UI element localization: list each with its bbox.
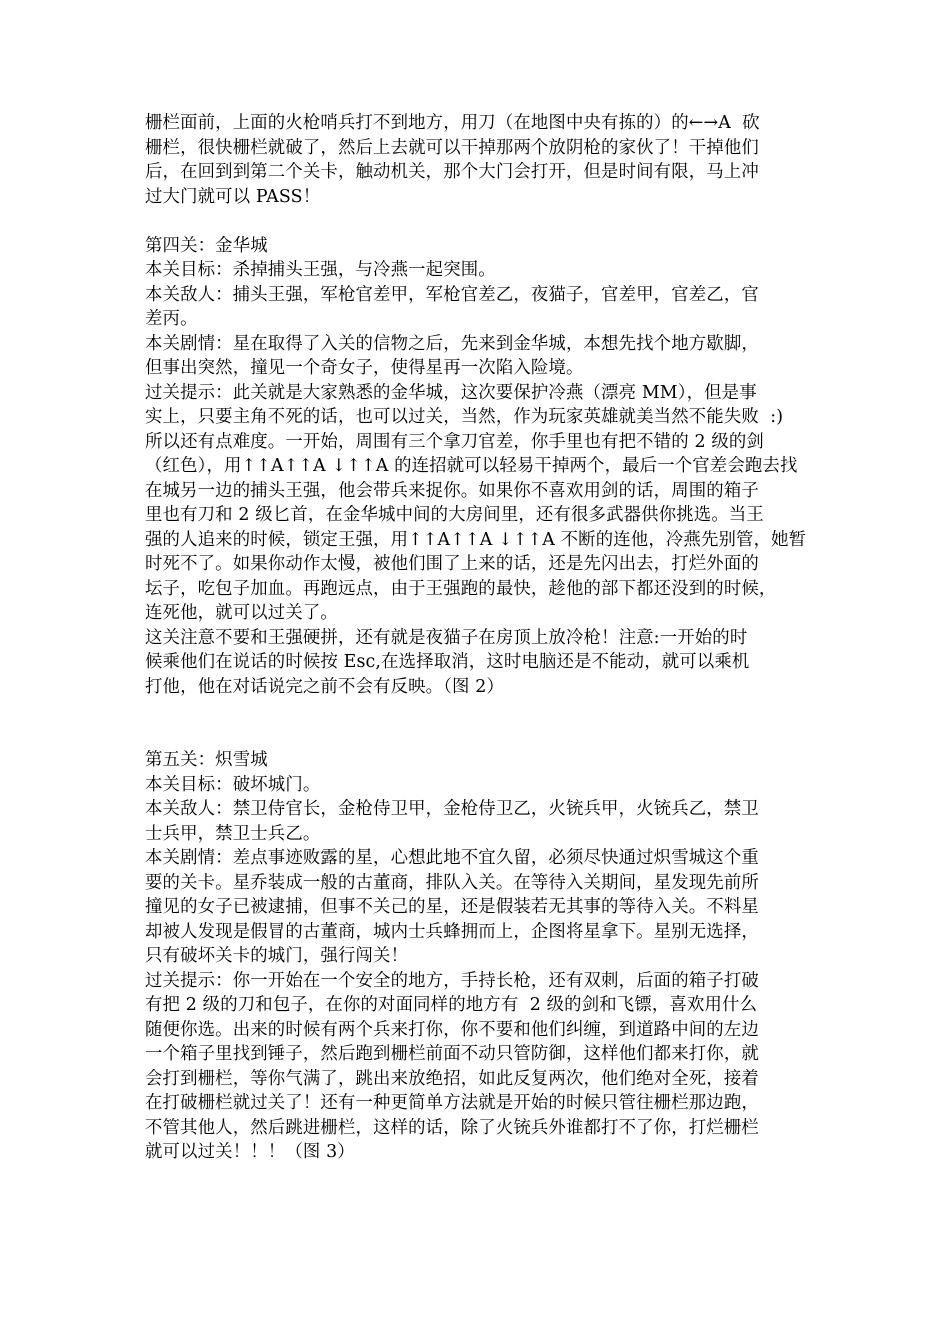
text-line: 有把 2 级的刀和包子，在你的对面同样的地方有 2 级的剑和飞镖，喜欢用什么 — [145, 995, 758, 1015]
text-line: 坛子，吃包子加血。再跑远点，由于王强跑的最快，趁他的部下都还没到的时候， — [145, 578, 777, 599]
paragraph-spacer — [145, 699, 811, 748]
text-line: 一个箱子里找到锤子，然后跑到栅栏前面不动只管防御，这样他们都来打你，就 — [145, 1044, 759, 1064]
text-line: 要的关卡。星乔装成一般的古董商，排队入关。在等待入关期间，星发现先前所 — [145, 872, 759, 893]
text-line: 本关剧情：星在取得了入关的信物之后，先来到金华城，本想先找个地方歇脚， — [145, 333, 759, 354]
text-line: 会打到栅栏，等你气满了，跳出来放绝招，如此反复两次，他们绝对全死，接着 — [145, 1068, 759, 1089]
text-line: 只有破坏关卡的城门，强行闯关！ — [145, 946, 409, 966]
text-line: 这关注意不要和王强硬拼，还有就是夜猫子在房顶上放冷枪！注意:一开始的时 — [145, 627, 748, 648]
document-page — [145, 111, 811, 1165]
text-line: 候乘他们在说话的时候按 Esc,在选择取消，这时电脑还是不能动，就可以乘机 — [145, 652, 750, 672]
text-line: 强的人追来的时候，锁定王强，用↑↑A↑↑A ↓↑↑A 不断的连他，冷燕先别管，她暂 — [145, 529, 807, 550]
text-line: 撞见的女子已被逮捕，但事不关己的星，还是假装若无其事的等待入关。不料星 — [145, 897, 759, 917]
paragraph-spacer — [145, 209, 811, 234]
text-line: 过关提示：你一开始在一个安全的地方，手持长枪，还有双刺，后面的箱子打破 — [145, 970, 759, 991]
text-line: 所以还有点难度。一开始，周围有三个拿刀官差，你手里也有把不错的 2 级的剑 — [145, 431, 764, 452]
text-line: 本关敌人：捕头王强，军枪官差甲，军枪官差乙，夜猫子，官差甲，官差乙，官 — [145, 284, 759, 305]
text-line: 本关目标：杀掉捕头王强，与冷燕一起突围。 — [145, 260, 496, 280]
section-heading: 第五关：炽雪城 — [145, 750, 268, 770]
text-line: 栅栏，很快栅栏就破了，然后上去就可以干掉那两个放阴枪的家伙了！干掉他们 — [145, 137, 759, 158]
intro-paragraph — [145, 111, 811, 209]
text-line: 但事出突然，撞见一个奇女子，使得星再一次陷入险境。 — [145, 358, 584, 378]
text-line: 本关敌人：禁卫侍官长，金枪侍卫甲，金枪侍卫乙，火铳兵甲，火铳兵乙，禁卫 — [145, 799, 759, 819]
text-line: 士兵甲，禁卫士兵乙。 — [145, 823, 321, 844]
text-line: 时死不了。如果你动作太慢，被他们围了上来的话，还是先闪出去，打烂外面的 — [145, 554, 759, 574]
text-line: 连死他，就可以过关了。 — [145, 603, 338, 623]
text-line: 本关剧情：差点事迹败露的星，心想此地不宜久留，必须尽快通过炽雪城这个重 — [145, 848, 759, 868]
text-line: 打他，他在对话说完之前不会有反映。（图 2） — [145, 676, 505, 697]
text-line: 后，在回到到第二个关卡，触动机关，那个大门会打开，但是时间有限，马上冲 — [145, 162, 759, 182]
text-line: 就可以过关！！！（图 3） — [145, 1142, 355, 1162]
level-4-section — [145, 234, 811, 700]
text-line: 却被人发现是假冒的古董商，城内士兵蜂拥而上，企图将星拿下。星别无选择， — [145, 921, 759, 942]
text-line: 在打破栅栏就过关了！还有一种更简单方法就是开始的时候只管往栅栏那边跑， — [145, 1093, 759, 1113]
text-line: 不管其他人，然后跳进栅栏，这样的话，除了火铳兵外谁都打不了你，打烂栅栏 — [145, 1117, 759, 1138]
text-line: （红色），用↑↑A↑↑A ↓↑↑A 的连招就可以轻易干掉两个，最后一个官差会跑去找 — [145, 456, 798, 476]
text-line: 过大门就可以 PASS！ — [145, 186, 321, 207]
text-line: 栅栏面前，上面的火枪哨兵打不到地方，用刀（在地图中央有拣的）的←→A 砍 — [145, 113, 760, 133]
section-heading: 第四关：金华城 — [145, 235, 268, 256]
text-line: 差丙。 — [145, 309, 198, 329]
text-line: 里也有刀和 2 级匕首，在金华城中间的大房间里，还有很多武器供你挑选。当王 — [145, 505, 764, 525]
text-line: 实上，只要主角不死的话，也可以过关，当然，作为玩家英雄就美当然不能失败 :) — [145, 407, 784, 427]
text-line: 本关目标：破坏城门。 — [145, 774, 321, 795]
text-line: 在城另一边的捕头王强，他会带兵来捉你。如果你不喜欢用剑的话，周围的箱子 — [145, 480, 759, 501]
level-5-section — [145, 748, 811, 1165]
text-line: 过关提示：此关就是大家熟悉的金华城，这次要保护冷燕（漂亮 MM），但是事 — [145, 382, 757, 403]
text-line: 随便你选。出来的时候有两个兵来打你，你不要和他们纠缠，到道路中间的左边 — [145, 1019, 759, 1040]
